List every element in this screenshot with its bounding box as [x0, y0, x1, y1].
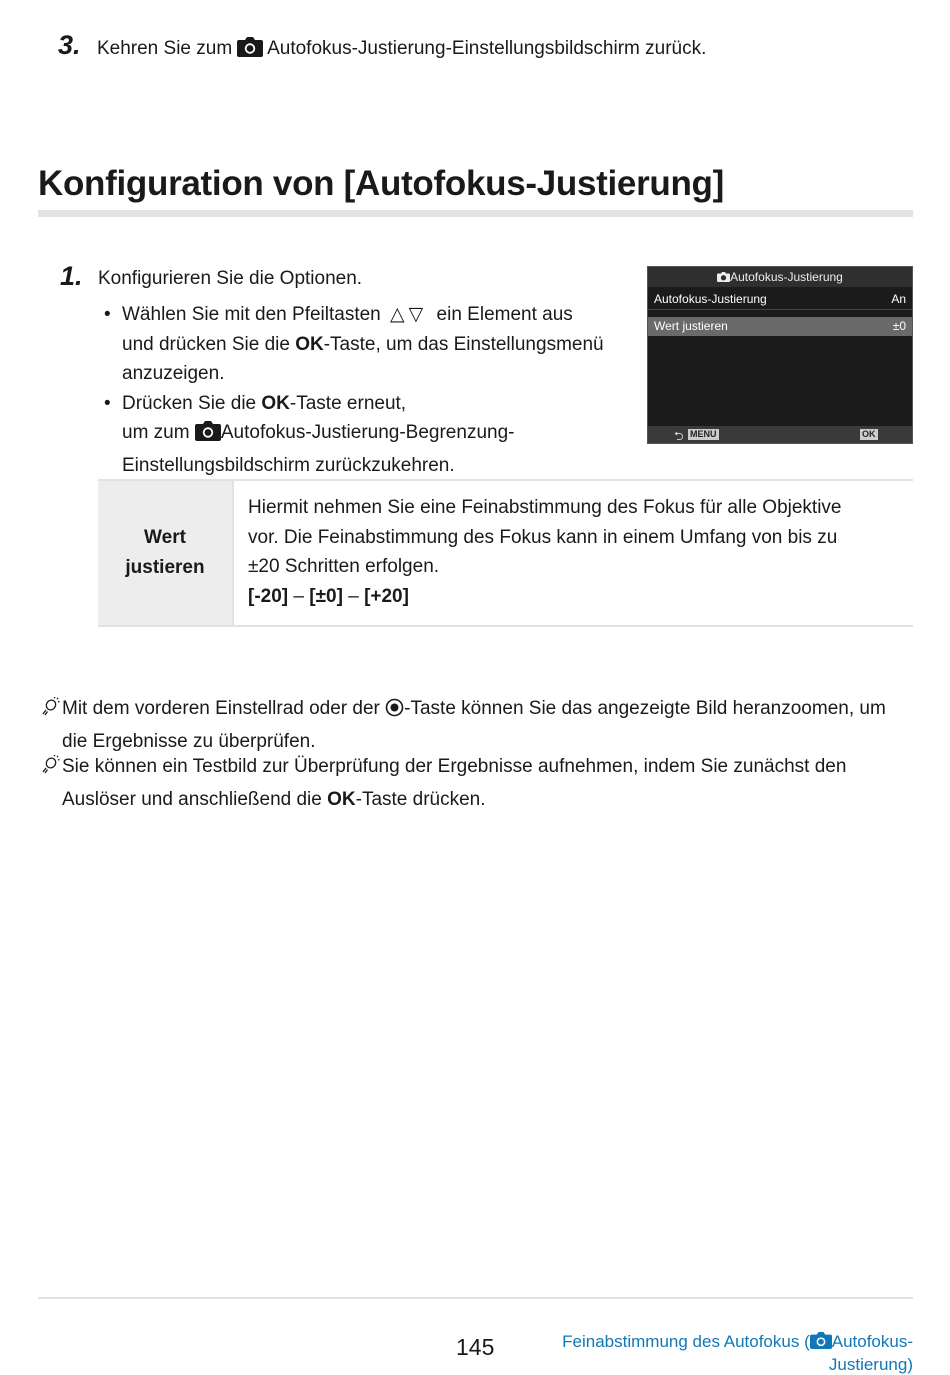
range-mid: [±0] [309, 585, 343, 607]
bullet-text: -Taste, um das Einstellungsmenü [323, 333, 604, 355]
camera-menu-screenshot [647, 266, 913, 444]
footer-rule [38, 1297, 913, 1299]
ok-key-label: OK [261, 392, 290, 414]
screen-row-adjust-value [648, 317, 912, 336]
back-arrow-icon: ⮌ [674, 429, 684, 443]
bullet-text: ein Element aus [436, 304, 573, 325]
footer-link-text[interactable]: Justierung) [828, 1355, 913, 1374]
option-key [98, 480, 233, 626]
camera-icon [237, 37, 263, 62]
ok-key-label: OK [295, 333, 324, 355]
options-table [98, 479, 913, 627]
menu-button-label: MENU [690, 429, 717, 439]
page-number: 145 [456, 1334, 495, 1360]
ok-key-label: OK [327, 788, 356, 810]
screen-row-label: Wert justieren [654, 319, 728, 333]
step-number: 1. [60, 261, 83, 291]
bullet-text: Wählen Sie mit den Pfeiltasten [122, 304, 381, 325]
hint-2 [40, 752, 915, 814]
footer-link-text[interactable]: Autofokus- [831, 1332, 913, 1351]
option-range [248, 582, 901, 612]
bullet-text: Autofokus-Justierung-Begrenzung- [220, 422, 515, 443]
step-3-text-start: Kehren Sie zum [96, 38, 233, 59]
footer-link-text[interactable]: Feinabstimmung des Autofokus ( [562, 1332, 810, 1351]
step-1-text: Konfigurieren Sie die Optionen. [98, 268, 363, 289]
screen-title-bar [648, 267, 912, 287]
screen-row-af-adjust [648, 290, 912, 310]
hint-text: die Ergebnisse zu überprüfen. [62, 730, 316, 752]
bullet-text: anzuzeigen. [122, 363, 225, 384]
bullet-item [98, 300, 638, 389]
table-row [98, 480, 913, 626]
bullet-text: -Taste erneut, [289, 392, 407, 414]
step-number: 3. [58, 30, 81, 60]
bullet-text: Drücken Sie die [122, 392, 257, 414]
range-min: [-20] [248, 585, 289, 607]
step-1-bullets [98, 300, 638, 480]
section-title: Konfiguration von [Autofokus-Justierung] [38, 164, 724, 203]
range-max: [+20] [364, 585, 409, 607]
footer-section-link[interactable] [513, 1331, 913, 1375]
arrow-keys-icon: △▽ [390, 304, 428, 325]
hint-lightbulb-icon [40, 697, 62, 727]
bullet-item [98, 389, 638, 481]
range-dash: – [293, 585, 304, 607]
bullet-text: Einstellungsbildschirm zurückzukehren. [122, 454, 455, 476]
range-dash: – [348, 585, 359, 607]
screen-row-value: An [891, 292, 906, 306]
bullet-text: um zum [122, 422, 190, 443]
screen-title: Autofokus-Justierung [730, 270, 843, 284]
option-key-line: justieren [125, 557, 205, 578]
hint-1 [40, 694, 915, 756]
option-desc-text: Hiermit nehmen Sie eine Feinabstimmung des Fokus für alle Objektive vor. Die Feinabstimmung des Fokus kann in einem Umfang von bis zu ±20 Schritten erfolgen. [248, 497, 842, 577]
hint-text: Mit dem vorderen Einstellrad oder der [62, 698, 380, 719]
screen-row-label: Autofokus-Justierung [654, 292, 767, 306]
step-3-text-end: Autofokus-Justierung-Einstellungsbildschirm zurück. [267, 38, 707, 59]
hint-text: -Taste drücken. [355, 788, 486, 810]
hint-text: -Taste können Sie das angezeigte Bild heranzoomen, um [404, 698, 886, 719]
hint-text: Auslöser und anschließend die [62, 788, 322, 810]
camera-icon [717, 268, 730, 288]
ok-button-label: OK [862, 429, 876, 439]
camera-icon [195, 421, 221, 451]
hint-text: Sie können ein Testbild zur Überprüfung der Ergebnisse aufnehmen, indem Sie zunächst den [62, 756, 847, 777]
bullet-text: und drücken Sie die [122, 333, 290, 355]
screen-footer [648, 426, 912, 443]
hint-lightbulb-icon [40, 755, 62, 785]
section-title-rule [38, 210, 913, 217]
step-3 [58, 30, 918, 64]
zoom-button-icon [385, 697, 404, 727]
screen-row-value: ±0 [892, 319, 906, 333]
camera-icon [810, 1332, 832, 1354]
option-description [233, 480, 913, 626]
option-key-line: Wert [144, 527, 186, 548]
